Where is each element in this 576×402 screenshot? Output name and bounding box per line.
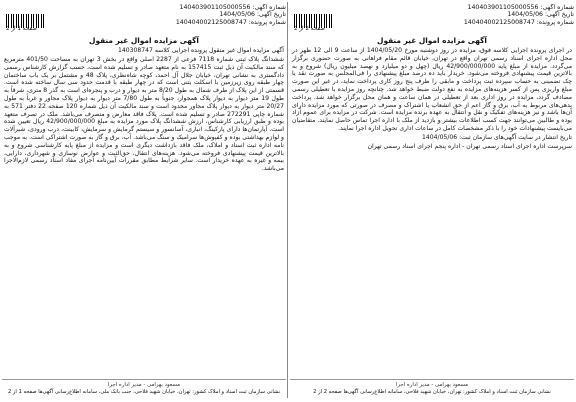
notice-meta-header bbox=[290, 4, 574, 34]
column-divider bbox=[287, 2, 288, 398]
page-number: صفحه 2 از 2 bbox=[294, 26, 325, 32]
page-number: صفحه 1 از 2 bbox=[6, 26, 37, 32]
footer-text: نشانی سازمان ثبت اسناد و املاک کشور: تهران، خیابان شهید فلاحی، سامانه اطلاع‌رسانی آگهی‌ها صفحه 2 از 2 bbox=[313, 389, 551, 395]
footer-text: نشانی سازمان ثبت اسناد و املاک کشور: تهران، خیابان شهید فلاحی، جنب بانک ملی، سامانه اطلاع‌رسانی آگهی‌ها صفحه 1 از 2 bbox=[7, 389, 281, 395]
notice-page-2 bbox=[290, 4, 574, 396]
notice-date: تاریخ آگهی: 1404/05/06 bbox=[219, 11, 286, 19]
notice-page-1 bbox=[2, 4, 286, 396]
publish-date-line: تاریخ انتشار در سایت آگهی‌های سازمان ثبت: 1404/05/06 bbox=[422, 133, 572, 141]
notice-heading: آگهی مزایده اموال غیر منقول bbox=[89, 36, 199, 45]
officer-name: مسعود بهرامی - مدیر اداره اجرا bbox=[107, 382, 181, 388]
notice-footer bbox=[2, 379, 286, 396]
case-number: شماره پرونده: 140404002125008747 bbox=[175, 18, 286, 26]
notice-footer bbox=[290, 379, 574, 396]
case-number: شماره پرونده: 140404002125008747 bbox=[463, 18, 574, 26]
notice-date: تاریخ آگهی: 1404/05/06 bbox=[507, 11, 574, 19]
notice-subheading: آگهی مزایده اموال غیر منقول پرونده اجرایی کلاسه 140308747 bbox=[118, 47, 284, 54]
notice-meta-header bbox=[2, 4, 286, 34]
notice-number: شماره آگهی: 140403901105000556 bbox=[179, 4, 286, 11]
notice-body: ششدانگ پلاک ثبتی شماره 7118 فرعی از 2287 اصلی واقع در بخش 3 تهران به مساحت 401/50 مترمربع که سند مالکیت آن ذیل ثبت 157415 به نام متعهد صادر و تسلیم شده است، حسب گزارش کارشناس رسمی دادگستری به نشانی تهران، خیابان جلال آل احمد، کوچه شاه‌نظری، پلاک 48 و مشتمل بر یک باب ساختمان چهار طبقه روی زیرزمین با اسکلت بتنی است که در چهار طبقه با قدمت حدود سی سال ساخته شده است. قسمتی از این پلاک از طرف شمال به طول 8/20 متر به دیوار و درب و پنجره‌ای است به گذر 8 متری، شرقاً به طول 19 متر دیوار به دیوار پلاک همجوار، جنوباً به طول 7/80 متر دیوار به دیوار پلاک مجاور و غرباً به طول 20/27 متر دیوار به دیوار پلاک مجاور محدود است و سند مالکیت آن ذیل شماره 120 صفحه 22 دفتر 571 به شماره چاپی 272291 صادر و تسلیم شده است. پلاک فاقد معارض و متصرف می‌باشد. ملک در تصرف متعهد بوده و طبق ارزیابی کارشناس، ارزش ششدانگ پلاک مورد مزایده به مبلغ 42/900/000/000 ریال تعیین شده است. آپارتمان‌ها دارای پارکینگ، انباری، آسانسور و سیستم گرمایش و سرمایش، کابینت، درب ورودی، شیرآلات و لوازم بهداشتی بوده و کفپوش‌ها سرامیک و سنگ می‌باشد. آب، برق و گاز به صورت اشتراکی است. به موجب نامه اداره ثبت اسناد و املاک، ملک فاقد بازداشت دیگری است و مزایده از مبلغ پایه کارشناسی شروع و به بالاترین قیمت پیشنهادی فروخته می‌شود. هزینه‌های انتقال، حق‌الثبت و عوارض نوسازی و شهرداری، دارایی، بیمه و غیره به عهده خریدار است. سایر شرایط مطابق مقررات آیین‌نامه اجرای مفاد اسناد رسمی لازم‌الاجرا می‌باشد. bbox=[4, 56, 285, 173]
office-line: سرپرست اداره اجرای اسناد رسمی تهران - اداره پنجم اجرای اسناد رسمی تهران bbox=[367, 142, 572, 150]
notice-heading: آگهی مزایده اموال غیر منقول bbox=[377, 36, 487, 45]
notice-number: شماره آگهی: 140403901105000556 bbox=[467, 4, 574, 11]
notice-body: در اجرای پرونده اجرایی کلاسه فوق، مزایده در روز دوشنبه مورخ 1404/05/20 از ساعت 9 الی 12 ظهر در محل اداره اجرای اسناد رسمی تهران واقع در تهران، خیابان قائم مقام فراهانی به صورت حضوری برگزار می‌گردد. مزایده از مبلغ پایه 42/900/000/000 ریال (چهل و دو میلیارد و نهصد میلیون ریال) شروع و به بالاترین قیمت پیشنهادی فروخته می‌شود. خریدار باید ده درصد مبلغ پیشنهادی را فی‌المجلس به صورت نقد یا چک تضمینی به حساب سپرده ثبت پرداخت و مابقی را ظرف پنج روز کاری پرداخت نماید، در غیر این صورت مبلغ واریزی پس از کسر هزینه‌های مزایده به نفع دولت ضبط خواهد شد. چنانچه روز مزایده با تعطیلی رسمی مصادف گردد، مزایده در روز اداری بعد از تعطیلی در همان ساعت و همان محل برگزار خواهد شد. پرداخت بدهی‌های مربوط به آب، برق و گاز اعم از حق انشعاب یا اشتراک و مصرف در صورتی که مورد مزایده دارای آن‌ها باشد و نیز هزینه‌های تفکیک و نقل و انتقال به عهده برنده مزایده است. شرکت در مزایده برای عموم آزاد بوده و طالبین می‌توانند جهت کسب اطلاعات بیشتر و بازدید از ملک با اداره اجرا تماس حاصل نمایند. متقاضیان می‌بایست پیشنهادات خود را با ذکر مشخصات کامل در ساعات اداری تحویل اداره اجرا نمایند. bbox=[292, 47, 573, 132]
officer-name: مسعود بهرامی - مدیر اداره اجرا bbox=[395, 382, 469, 388]
